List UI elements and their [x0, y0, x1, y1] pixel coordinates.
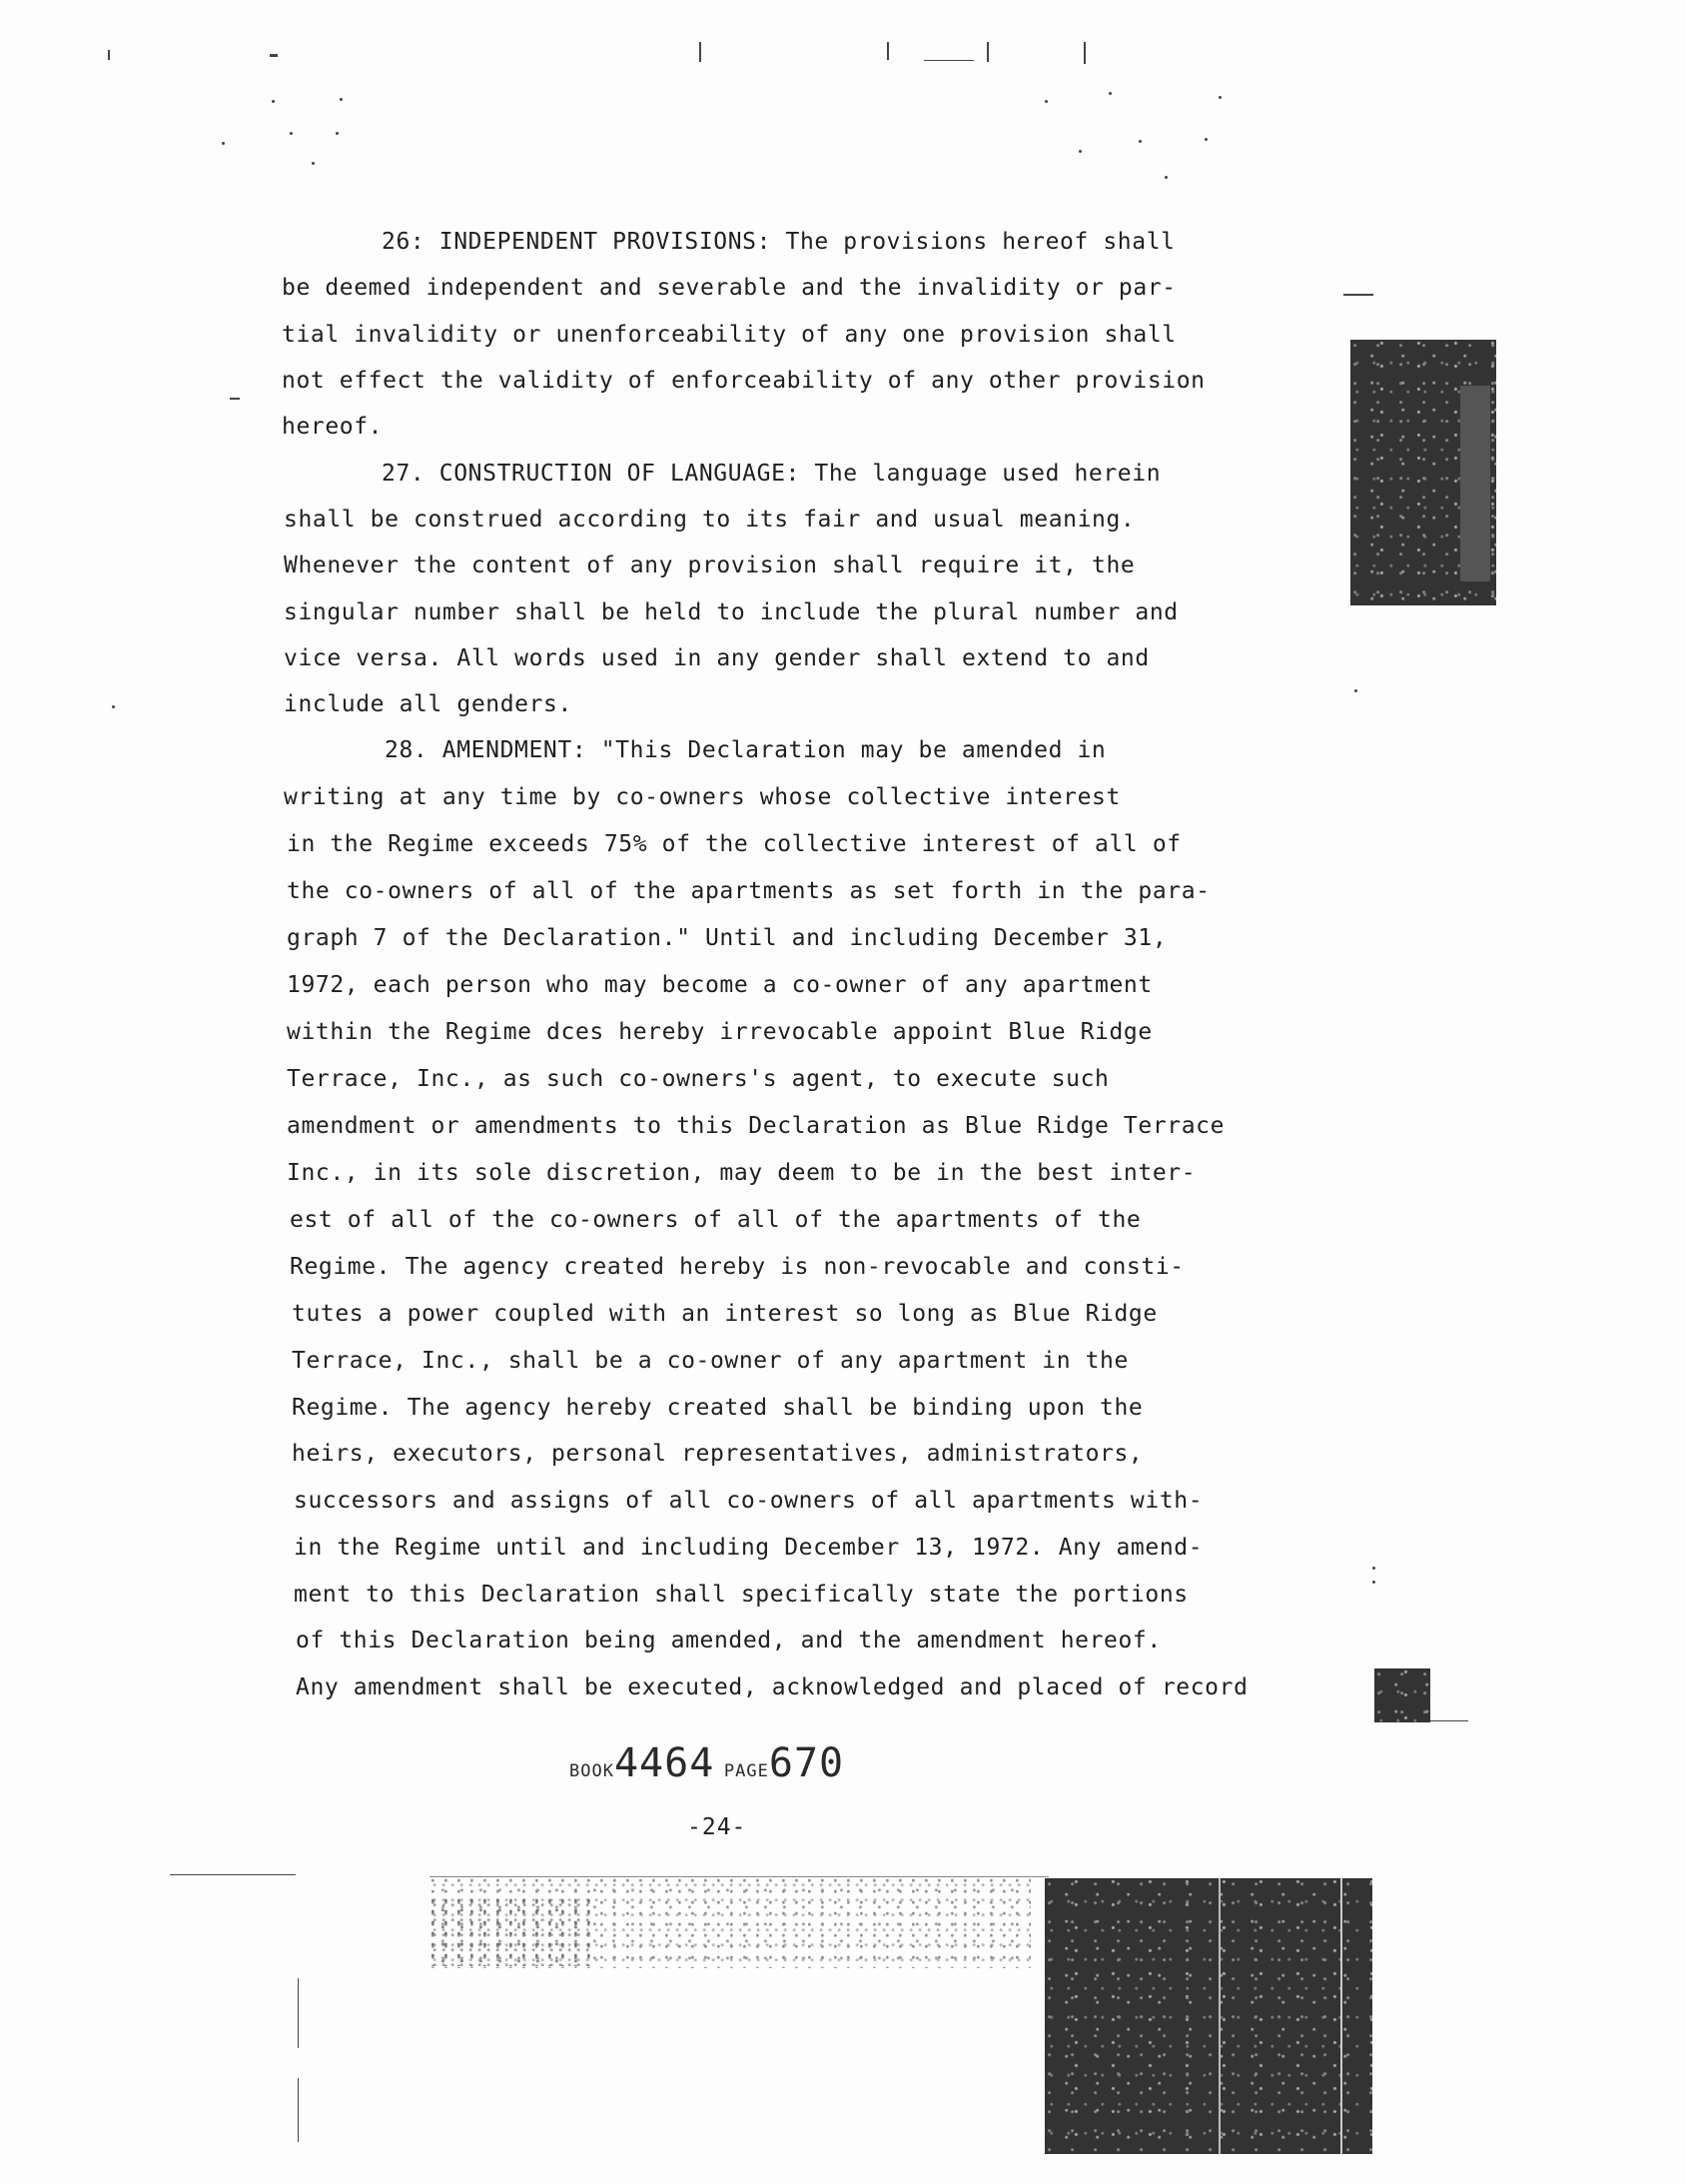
- scan-speck: [312, 162, 315, 165]
- scan-speck: [1219, 96, 1222, 99]
- book-label: BOOK: [569, 1761, 614, 1781]
- scan-mark: [1084, 42, 1086, 64]
- scan-speck: [272, 100, 275, 103]
- margin-dash: [230, 398, 240, 400]
- text-line: of this Declaration being amended, and the amendment hereof.: [296, 1628, 1162, 1653]
- text-line: singular number shall be held to include the plural number and: [284, 599, 1179, 625]
- text-line: the co-owners of all of the apartments as set forth in the para-: [287, 878, 1211, 904]
- text-line: Whenever the content of any provision shall require it, the: [284, 552, 1136, 578]
- scan-speck: [1139, 140, 1142, 143]
- scan-mark: [699, 42, 701, 62]
- text-line: writing at any time by co-owners whose collective interest: [284, 784, 1121, 810]
- text-line: include all genders.: [284, 691, 572, 717]
- text-line: tial invalidity or unenforceability of any one provision shall: [282, 322, 1177, 348]
- page-stamp-number: 670: [768, 1740, 845, 1786]
- text-line: shall be construed according to its fair and usual meaning.: [284, 507, 1136, 533]
- text-line: 28. AMENDMENT: "This Declaration may be amended in: [385, 737, 1107, 763]
- text-line: 27. CONSTRUCTION OF LANGUAGE: The language used herein: [382, 461, 1162, 487]
- scan-speck: [112, 705, 115, 708]
- margin-rule: [1430, 1720, 1468, 1721]
- text-line: 26: INDEPENDENT PROVISIONS: The provisions hereof shall: [382, 229, 1176, 255]
- scan-mark: [987, 42, 989, 62]
- margin-dash: [1343, 294, 1373, 296]
- scan-noise: [431, 1898, 591, 1966]
- scan-speck: [1372, 1581, 1375, 1584]
- text-line: Terrace, Inc., as such co-owners's agent, to execute such: [287, 1066, 1110, 1092]
- margin-blot-inner: [1460, 386, 1490, 581]
- text-line: Regime. The agency hereby created shall be binding upon the: [292, 1395, 1144, 1421]
- blot-streak: [1340, 1878, 1342, 2154]
- page-label: PAGE: [723, 1761, 769, 1781]
- text-line: in the Regime until and including December 13, 1972. Any amend-: [294, 1535, 1204, 1561]
- scan-speck: [1165, 176, 1168, 179]
- text-line: vice versa. All words used in any gender shall extend to and: [284, 645, 1150, 671]
- text-line: Terrace, Inc., shall be a co-owner of any apartment in the: [292, 1348, 1129, 1374]
- text-line: graph 7 of the Declaration." Until and including December 31,: [287, 925, 1168, 951]
- scan-mark: [298, 1978, 299, 2048]
- text-line: in the Regime exceeds 75% of the collective interest of all of: [287, 831, 1182, 857]
- text-line: Regime. The agency created hereby is non-revocable and consti-: [290, 1254, 1185, 1280]
- text-line: ment to this Declaration shall specifically state the portions: [294, 1582, 1189, 1608]
- text-line: amendment or amendments to this Declaration as Blue Ridge Terrace: [287, 1113, 1226, 1139]
- scan-speck: [1205, 138, 1208, 141]
- scan-speck: [336, 132, 339, 135]
- text-line: Any amendment shall be executed, acknowledged and placed of record: [296, 1674, 1249, 1700]
- scan-mark: [298, 2078, 299, 2142]
- bottom-rule: [170, 1874, 296, 1875]
- bottom-blot: [1045, 1878, 1372, 2154]
- scan-speck: [1079, 150, 1082, 153]
- scan-speck: [290, 132, 293, 135]
- scan-mark: [108, 50, 110, 60]
- text-line: tutes a power coupled with an interest so long as Blue Ridge: [292, 1301, 1158, 1327]
- scan-speck: [1372, 1567, 1375, 1570]
- scan-speck: [1109, 92, 1112, 95]
- scan-speck: [340, 98, 343, 101]
- scan-mark: [924, 60, 974, 61]
- scan-mark: [270, 54, 278, 57]
- text-line: within the Regime dces hereby irrevocable appoint Blue Ridge: [287, 1019, 1153, 1045]
- text-line: 1972, each person who may become a co-owner of any apartment: [287, 972, 1153, 998]
- scan-speck: [222, 142, 225, 145]
- page-number: -24-: [687, 1814, 747, 1840]
- text-line: not effect the validity of enforceability of any other provision: [282, 368, 1206, 394]
- text-line: Inc., in its sole discretion, may deem to be in the best inter-: [287, 1160, 1197, 1186]
- scan-speck: [1045, 100, 1048, 103]
- book-number: 4464: [613, 1740, 715, 1786]
- text-line: hereof.: [282, 414, 384, 440]
- text-line: est of all of the co-owners of all of the apartments of the: [290, 1207, 1142, 1233]
- text-line: successors and assigns of all co-owners of all apartments with-: [294, 1488, 1204, 1514]
- scan-mark: [887, 42, 889, 60]
- blot-streak: [1219, 1878, 1221, 2154]
- margin-blot: [1374, 1668, 1430, 1722]
- bottom-rule: [429, 1876, 1049, 1877]
- book-page-stamp: [569, 1740, 844, 1786]
- text-line: heirs, executors, personal representatives, administrators,: [292, 1441, 1144, 1467]
- text-line: be deemed independent and severable and the invalidity or par-: [282, 275, 1177, 301]
- scan-speck: [1354, 689, 1357, 692]
